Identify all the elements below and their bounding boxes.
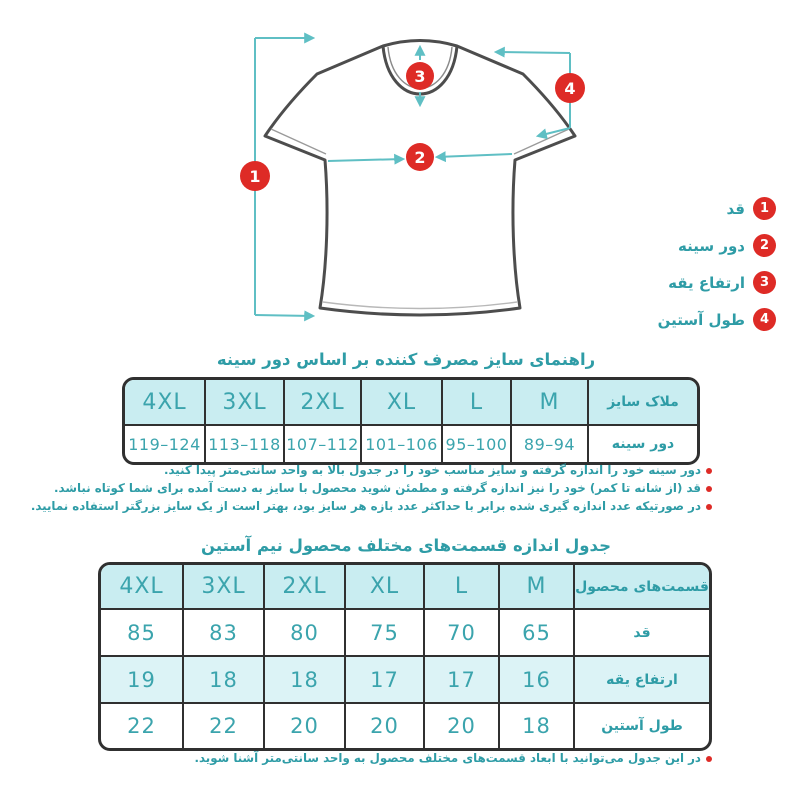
- bullet-dot-icon: [706, 504, 712, 510]
- size-guide-table: [122, 377, 700, 465]
- footer-note: [194, 751, 712, 769]
- size-header-cell: 2XL: [300, 389, 345, 415]
- size-header-cell: 3XL: [222, 389, 267, 415]
- chest-range-cell: 101–106: [365, 434, 438, 454]
- chest-range-cell: 89–94: [523, 434, 576, 454]
- value-cell: 17: [447, 667, 476, 692]
- bullet-dot-icon: [706, 756, 712, 762]
- size-guide-notes: [31, 463, 712, 517]
- callout-3-number: 3: [414, 67, 426, 86]
- value-cell: 70: [447, 620, 476, 645]
- bullet-dot-icon: [706, 486, 712, 492]
- value-cell: 18: [290, 667, 319, 692]
- size-header-cell: L: [454, 574, 469, 599]
- size-header-cell: M: [539, 389, 560, 415]
- tshirt-measurement-diagram: [225, 8, 595, 348]
- measurements-table: [98, 562, 712, 751]
- size-header-cell: 4XL: [142, 389, 187, 415]
- value-cell: 85: [127, 620, 156, 645]
- legend-item-height: [727, 197, 777, 220]
- size-header-cell: 3XL: [201, 574, 246, 599]
- value-cell: 20: [290, 714, 319, 738]
- note-line: قد (از شانه تا کمر) خود را نیز اندازه گرفته و مطمئن شوید محصول با سایز به دست آمده برای شما کوتاه نباشد.: [31, 481, 712, 495]
- product-parts-label: قسمت‌های محصول: [575, 578, 709, 595]
- callout-4-number: 4: [564, 79, 576, 98]
- legend-badge-2: 2: [753, 234, 776, 257]
- legend-item-sleeve: [658, 308, 776, 331]
- chest-row-label: دور سینه: [611, 436, 675, 452]
- chest-range-cell: 107–112: [286, 434, 359, 454]
- value-cell: 18: [522, 714, 551, 738]
- value-cell: 16: [522, 667, 551, 692]
- callout-1-number: 1: [249, 167, 261, 186]
- value-cell: 65: [522, 620, 551, 645]
- row-label-collar: ارتفاع یقه: [606, 671, 678, 688]
- size-header-cell: XL: [386, 389, 417, 415]
- value-cell: 22: [127, 714, 156, 738]
- legend-badge-4: 4: [753, 308, 776, 331]
- size-guide-title: راهنمای سایز مصرف کننده بر اساس دور سینه: [216, 350, 596, 369]
- size-header-cell: XL: [369, 574, 400, 599]
- legend-label-chest: دور سینه: [678, 236, 745, 255]
- chest-range-cell: 113–118: [208, 434, 281, 454]
- bullet-dot-icon: [706, 468, 712, 474]
- legend-label-collar: ارتفاع یقه: [668, 273, 745, 292]
- chest-range-cell: 95–100: [445, 434, 508, 454]
- size-header-cell: 2XL: [282, 574, 327, 599]
- legend-item-chest: [678, 234, 776, 257]
- legend-label-height: قد: [726, 199, 745, 218]
- legend-badge-3: 3: [753, 271, 776, 294]
- value-cell: 80: [290, 620, 319, 645]
- value-cell: 19: [127, 667, 156, 692]
- value-cell: 18: [209, 667, 238, 692]
- legend-item-collar: [668, 271, 776, 294]
- value-cell: 83: [209, 620, 238, 645]
- legend-label-sleeve: طول آستین: [657, 310, 745, 329]
- note-line: در این جدول می‌توانید با ابعاد قسمت‌های مختلف محصول به واحد سانتی‌متر آشنا شوید.: [194, 751, 712, 765]
- note-line: در صورتیکه عدد اندازه گیری شده برابر با حداکثر عدد بازه هر سایز بود، بهتر است از یک سایز بزرگتر استفاده نمایید.: [31, 499, 712, 513]
- size-criterion-label: ملاک سایز: [607, 394, 679, 410]
- value-cell: 17: [370, 667, 399, 692]
- size-header-cell: 4XL: [119, 574, 164, 599]
- chest-range-cell: 119–124: [128, 434, 201, 454]
- value-cell: 75: [370, 620, 399, 645]
- measurement-legend: [658, 197, 776, 331]
- value-cell: 20: [447, 714, 476, 738]
- measurements-table-title: جدول اندازه قسمت‌های مختلف محصول نیم آستین: [201, 536, 611, 555]
- row-label-height: قد: [633, 624, 651, 641]
- callout-2-number: 2: [414, 148, 426, 167]
- row-label-sleeve: طول آستین: [601, 718, 683, 734]
- value-cell: 20: [370, 714, 399, 738]
- value-cell: 22: [209, 714, 238, 738]
- size-header-cell: L: [469, 389, 484, 415]
- size-header-cell: M: [526, 574, 547, 599]
- note-line: دور سینه خود را اندازه گرفته و سایز مناسب خود را در جدول بالا به واحد سانتی‌متر پیدا کنید.: [31, 463, 712, 477]
- legend-badge-1: 1: [753, 197, 776, 220]
